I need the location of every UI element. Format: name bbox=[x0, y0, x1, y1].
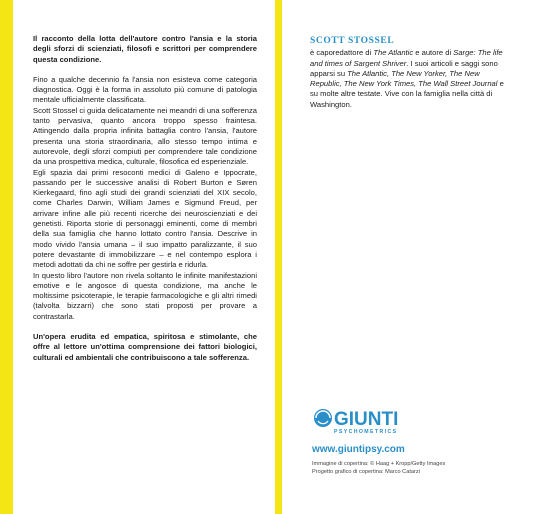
blurb-paragraph-1: Fino a qualche decennio fa l'ansia non esisteva come categoria diagnostica. Oggi è la forma in assoluto più comune di patologia mentale ufficialmente classificata. bbox=[33, 74, 257, 105]
cover-credits bbox=[312, 461, 445, 476]
blurb-column bbox=[33, 34, 257, 363]
giunti-logo-icon bbox=[312, 405, 462, 435]
logo-sub-text: PSYCHOMETRICS bbox=[334, 429, 398, 435]
author-name: SCOTT STOSSEL bbox=[310, 36, 395, 46]
blurb-paragraph-4: In questo libro l'autore non rivela soltanto le infinite manifestazioni emotive e le angosce di questa condizione, ma anche le moltissime psicoterapie, le terapie farmacologiche e gli altri rimedi (talvolta bizzarri) che sono stati proposti per provare a contrastarla. bbox=[33, 270, 257, 321]
credit-image: Immagine di copertina: © Haag + Kropp/Getty Images bbox=[312, 461, 446, 467]
author-bio-text: è caporedattore di The Atlantic e autore di Sarge: The life and times of Sargent Shriver. I suoi articoli e saggi sono apparsi su The Atlantic, The New Yorker, The New Republic, The New York Times, The Wall Street Journal e su molte altre testate. Vive con la famiglia nella città di Washington. bbox=[310, 48, 504, 109]
giunti-psychometrics-logo bbox=[312, 405, 462, 435]
logo-brand-text: GIUNTI bbox=[334, 409, 399, 430]
blurb-paragraph-2: Scott Stossel ci guida delicatamente nei meandri di una sofferenza tanto pervasiva, quanto ancora troppo spesso fraintesa. Attingendo dalla propria infinita battaglia contro l'ansia, l'autore presenta una storia straordinaria, allo stesso tempo intima e autorevole, degli sforzi compiuti per comprendere tale condizione da una prospettiva medica, culturale, filosofica ed esperienziale. bbox=[33, 105, 258, 167]
blurb-closing: Un'opera erudita ed empatica, spiritosa e stimolante, che offre al lettore un'ottima comprensione dei fattori biologici, culturali ed ambientali che contribuiscono a tale sofferenza. bbox=[33, 332, 257, 362]
credit-design: Progetto grafico di copertina: Marco Catarzi bbox=[312, 468, 420, 475]
author-bio bbox=[310, 36, 510, 110]
blurb-lead: Il racconto della lotta dell'autore contro l'ansia e la storia degli sforzi di scienziati, filosofi e scrittori per comprendere questa condizione. bbox=[33, 34, 257, 64]
website-link[interactable]: www.giuntipsy.com bbox=[312, 444, 405, 455]
blurb-paragraph-3: Egli spazia dai primi resoconti medici di Galeno e Ippocrate, passando per le successive analisi di Robert Burton e Søren Kierkegaard, fino agli studi dei grandi scienziati del XIX secolo, come Charles Darwin, William James e Sigmund Freud, per arrivare infine alle più recenti ricerche dei neuroscienziati e dei genetisti. Riporta storie di personaggi eminenti, come di membri della sua famiglia che hanno lottato contro l'ansia. Descrive in modo vivido l'ansia umana – il suo impatto paralizzante, il suo potere devastante di immobilizzare – e nel contempo esplora i metodi adottati da chi ne soffre per gestirla e ridurla. bbox=[33, 167, 257, 270]
